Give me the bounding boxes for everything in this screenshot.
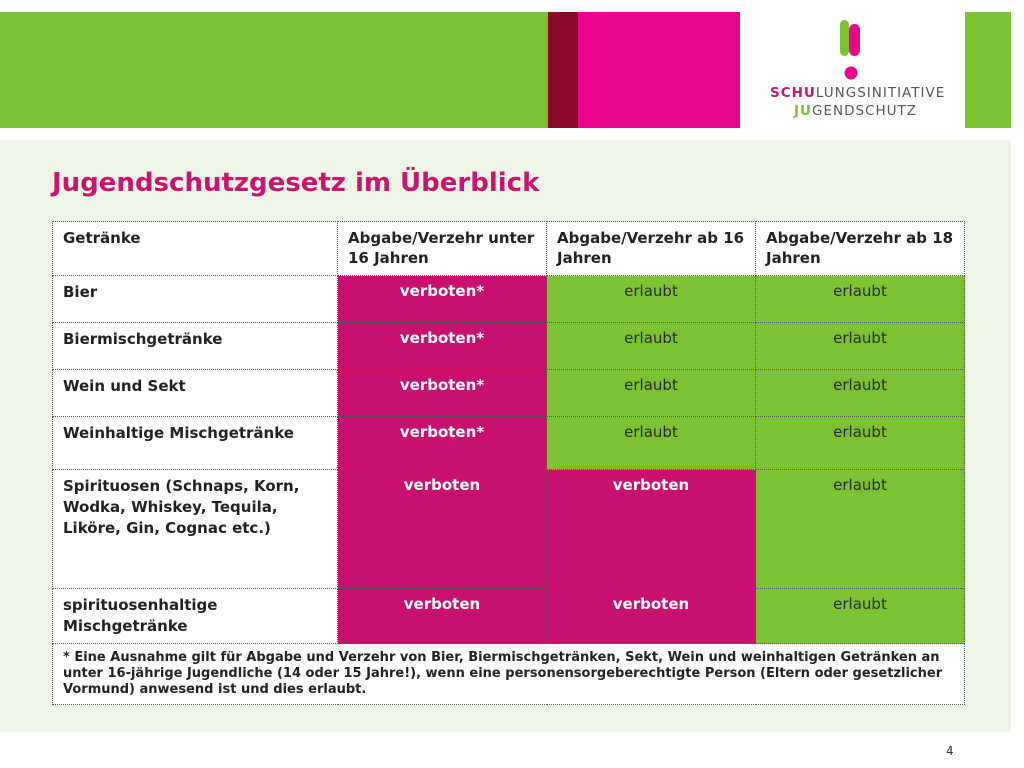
header-green-band-left [0, 12, 548, 128]
logo-wordmark [770, 84, 965, 120]
status-under-16: verboten [338, 470, 547, 589]
status-from-16: erlaubt [547, 417, 756, 470]
drink-name: Weinhaltige Mischgetränke [53, 417, 338, 470]
status-from-18: erlaubt [756, 276, 965, 323]
status-under-16: verboten* [338, 417, 547, 470]
drink-name: Biermischgetränke [53, 323, 338, 370]
logo-text-ju: JU [794, 103, 812, 119]
table-row [53, 470, 965, 589]
status-under-16: verboten [338, 589, 547, 644]
table-row [53, 589, 965, 644]
table-header-row [53, 222, 965, 276]
footnote-row [53, 644, 965, 705]
status-from-18: erlaubt [756, 470, 965, 589]
logo [740, 12, 965, 128]
drink-name: Spirituosen (Schnaps, Korn, Wodka, Whiskey, Tequila, Liköre, Gin, Cognac etc.) [53, 470, 338, 589]
status-from-16: erlaubt [547, 276, 756, 323]
table-row [53, 276, 965, 323]
header-pink-band [578, 12, 740, 128]
header-from-16: Abgabe/Verzehr ab 16 Jahren [547, 222, 756, 276]
header-under-16: Abgabe/Verzehr unter 16 Jahren [338, 222, 547, 276]
slide-title: Jugendschutzgesetz im Überblick [52, 168, 540, 198]
table-row [53, 417, 965, 470]
status-from-16: erlaubt [547, 323, 756, 370]
status-from-16: verboten [547, 470, 756, 589]
status-under-16: verboten* [338, 370, 547, 417]
status-from-16: erlaubt [547, 370, 756, 417]
logo-text-gendschutz: GENDSCHUTZ [812, 103, 918, 119]
logo-exclamation-icon [840, 20, 862, 80]
page-number: 4 [946, 744, 954, 758]
table-row [53, 323, 965, 370]
status-from-18: erlaubt [756, 589, 965, 644]
status-from-18: erlaubt [756, 417, 965, 470]
header-green-band-right [965, 12, 1011, 128]
status-from-18: erlaubt [756, 370, 965, 417]
table-row [53, 370, 965, 417]
header-darkred-band [548, 12, 578, 128]
status-under-16: verboten* [338, 323, 547, 370]
footnote: * Eine Ausnahme gilt für Abgabe und Verzehr von Bier, Biermischgetränken, Sekt, Wein und weinhaltigen Getränken an unter 16-jährige Jugendliche (14 oder 15 Jahre!), wenn eine personensorgeberechtigte Person (Eltern oder gesetzlicher Vormund) anwesend ist und dies erlaubt. [53, 644, 965, 705]
drink-name: spirituosenhaltige Mischgetränke [53, 589, 338, 644]
status-from-16: verboten [547, 589, 756, 644]
logo-text-schu: SCHU [770, 85, 816, 101]
logo-text-lungsinitiative: LUNGSINITIATIVE [815, 85, 946, 101]
header-from-18: Abgabe/Verzehr ab 18 Jahren [756, 222, 965, 276]
drink-name: Bier [53, 276, 338, 323]
header-drinks: Getränke [53, 222, 338, 276]
overview-table [52, 221, 965, 705]
drink-name: Wein und Sekt [53, 370, 338, 417]
status-from-18: erlaubt [756, 323, 965, 370]
status-under-16: verboten* [338, 276, 547, 323]
